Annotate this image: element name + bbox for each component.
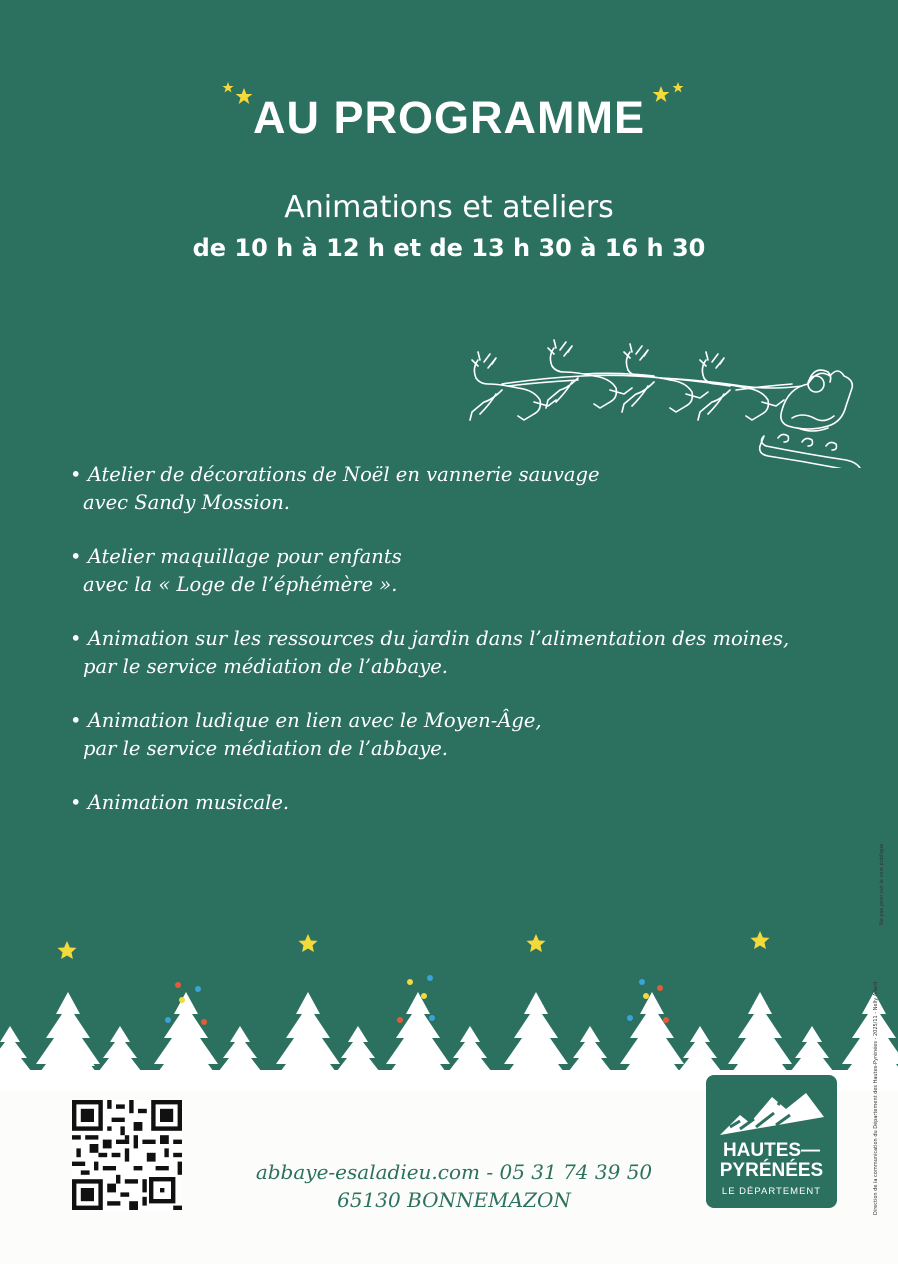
list-item: [70, 461, 850, 517]
credit-line: Direction de la communication du Département des Hautes-Pyrénées - 2025/11 - Nelly Allard: [873, 981, 879, 1215]
list-item-line: par le service médiation de l’abbaye.: [83, 655, 448, 678]
list-item-line: avec Sandy Mossion.: [83, 491, 290, 514]
page-title: AU PROGRAMME: [253, 92, 645, 143]
hautes-pyrenees-logo: [706, 1075, 837, 1208]
website-and-phone[interactable]: abbaye-esaladieu.com - 05 31 74 39 50: [255, 1160, 653, 1184]
credit-line: Ne pas jeter sur la voie publique: [879, 843, 885, 925]
list-item-line: • Animation musicale.: [70, 791, 289, 814]
mountain-logo-icon: [716, 1083, 828, 1139]
opening-hours: de 10 h à 12 h et de 13 h 30 à 16 h 30: [192, 234, 706, 262]
logo-text: HAUTES—: [722, 1140, 821, 1161]
list-item-line: • Animation sur les ressources du jardin dans l’alimentation des moines,: [70, 627, 789, 650]
christmas-tree-icon: [0, 931, 898, 1088]
logo-text: PYRÉNÉES: [719, 1160, 824, 1181]
list-item: [70, 707, 850, 763]
list-item-line: • Animation ludique en lien avec le Moyen-Âge,: [70, 709, 542, 732]
print-credits: [873, 845, 885, 1215]
list-item: [70, 789, 850, 817]
qr-code[interactable]: [72, 1100, 182, 1210]
subtitle: Animations et ateliers: [284, 190, 614, 225]
list-item-line: par le service médiation de l’abbaye.: [83, 737, 448, 760]
activities-list: [70, 461, 850, 843]
list-item: [70, 625, 850, 681]
list-item-line: • Atelier de décorations de Noël en vannerie sauvage: [70, 463, 600, 486]
christmas-trees-row: [0, 920, 898, 1090]
list-item: [70, 543, 850, 599]
reindeer-sleigh-illustration: [462, 338, 862, 468]
logo-subtext: LE DÉPARTEMENT: [721, 1186, 822, 1197]
contact-info: [200, 1158, 708, 1214]
list-item-line: • Atelier maquillage pour enfants: [70, 545, 402, 568]
postal-address: 65130 BONNEMAZON: [337, 1188, 571, 1212]
list-item-line: avec la « Loge de l’éphémère ».: [83, 573, 398, 596]
